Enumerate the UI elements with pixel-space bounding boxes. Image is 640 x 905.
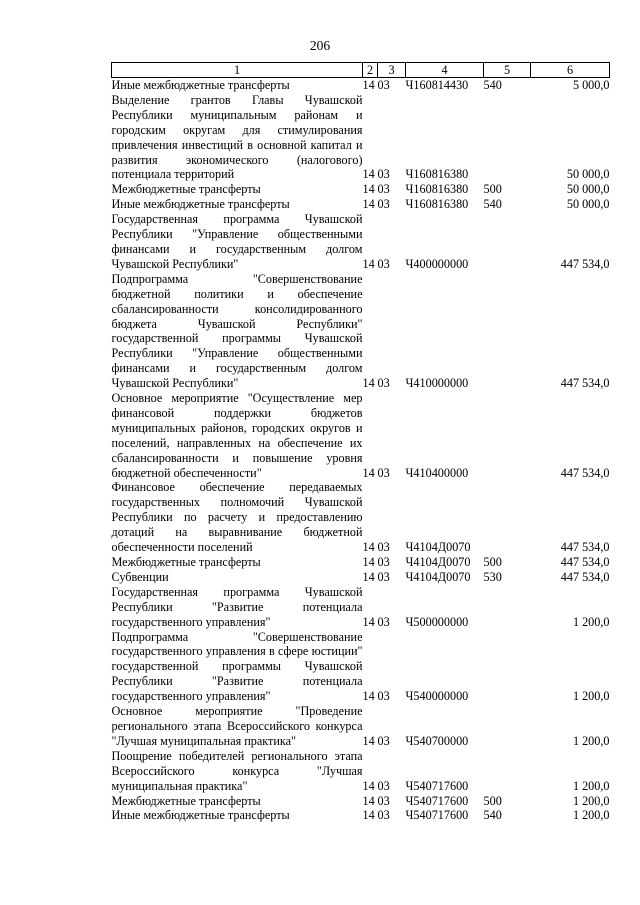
row-target-item: Ч540717600: [405, 778, 469, 793]
row-expense-type: [484, 272, 531, 391]
row-target-item: Ч540717600: [405, 808, 469, 823]
row-expense-type: 500: [483, 182, 502, 197]
header-row: [112, 63, 610, 78]
row-subsection: 03: [377, 733, 390, 748]
row-target-item: Ч410400000: [405, 465, 469, 480]
row-amount: 1 200,0: [572, 808, 610, 823]
row-name: Основное мероприятие "Осуществление мер финансовой поддержки бюджетов муниципальных районов, городских округов и поселений, направленных на обеспечение их сбалансированности и повышение уровня бюджетной обеспеченности": [111, 391, 363, 480]
row-amount: 1 200,0: [572, 778, 610, 793]
row-expense-type: 540: [483, 78, 502, 92]
row-target-item: Ч540717600: [405, 793, 469, 808]
row-subsection: 03: [377, 555, 390, 569]
row-expense-type: [484, 93, 531, 182]
row-target-item: Ч540700000: [405, 733, 469, 748]
table-header: [112, 63, 610, 78]
row-section: 14: [362, 614, 375, 629]
row-subsection: 03: [377, 182, 390, 197]
row-subsection: 03: [377, 167, 390, 182]
table-row: [112, 212, 610, 272]
row-section: 14: [362, 167, 375, 182]
table-row: [112, 749, 610, 794]
table-row: [112, 272, 610, 391]
row-name: Основное мероприятие "Проведение регионального этапа Всероссийского конкурса "Лучшая муниципальная практика": [111, 704, 363, 748]
row-target-item: Ч410000000: [405, 376, 469, 391]
row-name: Иные межбюджетные трансферты: [111, 197, 290, 212]
row-expense-type: [484, 704, 531, 749]
row-amount: 447 534,0: [560, 555, 610, 569]
row-subsection: 03: [377, 540, 390, 555]
row-section: 14: [362, 733, 375, 748]
row-expense-type: 500: [483, 555, 502, 569]
table-row: [112, 630, 610, 705]
row-amount: 447 534,0: [560, 569, 610, 584]
table-row: [112, 480, 610, 555]
row-expense-type: [484, 212, 531, 272]
row-section: 14: [362, 808, 375, 823]
row-section: 14: [362, 182, 375, 197]
row-subsection: 03: [377, 689, 390, 704]
table-row: [112, 391, 610, 480]
row-target-item: Ч160814430: [405, 78, 469, 92]
row-amount: 50 000,0: [566, 197, 610, 212]
row-name: Государственная программа Чувашской Республики "Управление общественными финансами и государственным долгом Чувашской Республики": [111, 212, 363, 271]
row-section: 14: [362, 793, 375, 808]
row-amount: 447 534,0: [560, 465, 610, 480]
row-amount: 1 200,0: [572, 733, 610, 748]
row-expense-type: 540: [483, 808, 502, 823]
row-subsection: 03: [377, 376, 390, 391]
row-section: 14: [362, 78, 375, 92]
row-name: Межбюджетные трансферты: [111, 793, 261, 808]
row-name: Финансовое обеспечение передаваемых государственных полномочий Чувашской Республики по расчету и предоставлению дотаций на выравнивание бюджетной обеспеченности поселений: [111, 480, 363, 555]
row-target-item: Ч400000000: [405, 256, 469, 271]
page-number: 206: [309, 38, 331, 53]
row-section: 14: [362, 256, 375, 271]
column-header-amount: 6: [531, 63, 610, 78]
row-amount: 50 000,0: [566, 167, 610, 182]
row-name: Выделение грантов Главы Чувашской Республики муниципальным районам и городским округам для стимулирования привлечения инвестиций в основной капитал и развития экономического (налогового) потенциала территорий: [111, 92, 363, 182]
row-target-item: Ч160816380: [405, 167, 469, 182]
table-row: [112, 182, 610, 197]
row-name: Подпрограмма "Совершенствование государственного управления в сфере юстиции" государственной программы Чувашской Республики "Развитие потенциала государственного управления": [111, 629, 363, 704]
row-target-item: Ч160816380: [405, 197, 469, 212]
row-amount: 50 000,0: [566, 182, 610, 197]
row-name: Поощрение победителей регионального этапа Всероссийского конкурса "Лучшая муниципальная практика": [111, 748, 363, 793]
row-amount: 447 534,0: [560, 256, 610, 271]
table-row: [112, 78, 610, 93]
row-subsection: 03: [377, 808, 390, 823]
row-amount: 1 200,0: [572, 689, 610, 704]
row-expense-type: [484, 630, 531, 705]
row-section: 14: [362, 465, 375, 480]
row-subsection: 03: [377, 614, 390, 629]
table-row: [112, 93, 610, 182]
row-expense-type: [484, 585, 531, 630]
row-section: 14: [362, 689, 375, 704]
column-header-target-item: 4: [406, 63, 484, 78]
table-row: [112, 808, 610, 823]
row-name: Субвенции: [111, 569, 169, 584]
row-expense-type: 500: [483, 793, 502, 808]
row-target-item: Ч4104Д0070: [405, 569, 471, 584]
row-subsection: 03: [377, 78, 390, 92]
budget-table: [111, 62, 610, 823]
row-target-item: Ч500000000: [405, 614, 469, 629]
column-header-section: 2: [363, 63, 378, 78]
row-subsection: 03: [377, 569, 390, 584]
row-expense-type: 540: [483, 197, 502, 212]
row-expense-type: [484, 391, 531, 480]
row-section: 14: [362, 555, 375, 569]
row-expense-type: [484, 480, 531, 555]
row-expense-type: [484, 749, 531, 794]
row-amount: 447 534,0: [560, 376, 610, 391]
row-section: 14: [362, 376, 375, 391]
column-header-expense-type: 5: [484, 63, 531, 78]
table-body: [112, 78, 610, 824]
row-subsection: 03: [377, 465, 390, 480]
table-row: [112, 585, 610, 630]
row-amount: 447 534,0: [560, 540, 610, 555]
row-subsection: 03: [377, 793, 390, 808]
row-name: Межбюджетные трансферты: [111, 182, 261, 197]
row-section: 14: [362, 778, 375, 793]
row-target-item: Ч4104Д0070: [405, 555, 471, 569]
row-target-item: Ч160816380: [405, 182, 469, 197]
row-section: 14: [362, 197, 375, 212]
row-name: Иные межбюджетные трансферты: [111, 78, 290, 92]
table-row: [112, 570, 610, 585]
row-expense-type: 530: [483, 569, 502, 584]
row-name: Межбюджетные трансферты: [111, 555, 261, 569]
row-amount: 1 200,0: [572, 793, 610, 808]
row-amount: 5 000,0: [572, 78, 610, 92]
row-subsection: 03: [377, 778, 390, 793]
row-section: 14: [362, 569, 375, 584]
row-subsection: 03: [377, 256, 390, 271]
row-target-item: Ч540000000: [405, 689, 469, 704]
table-row: [112, 555, 610, 570]
column-header-name: 1: [112, 63, 363, 78]
row-name: Иные межбюджетные трансферты: [111, 808, 290, 823]
row-subsection: 03: [377, 197, 390, 212]
table-row: [112, 794, 610, 809]
row-target-item: Ч4104Д0070: [405, 540, 471, 555]
row-amount: 1 200,0: [572, 614, 610, 629]
row-name: Государственная программа Чувашской Республики "Развитие потенциала государственного управления": [111, 584, 363, 629]
row-name: Подпрограмма "Совершенствование бюджетной политики и обеспечение сбалансированности консолидированного бюджета Чувашской Республики" государственной программы Чувашской Республики "Управление общественными финансами и государственным долгом Чувашской Республики": [111, 271, 363, 391]
column-header-subsection: 3: [378, 63, 406, 78]
row-section: 14: [362, 540, 375, 555]
table-row: [112, 197, 610, 212]
table-row: [112, 704, 610, 749]
